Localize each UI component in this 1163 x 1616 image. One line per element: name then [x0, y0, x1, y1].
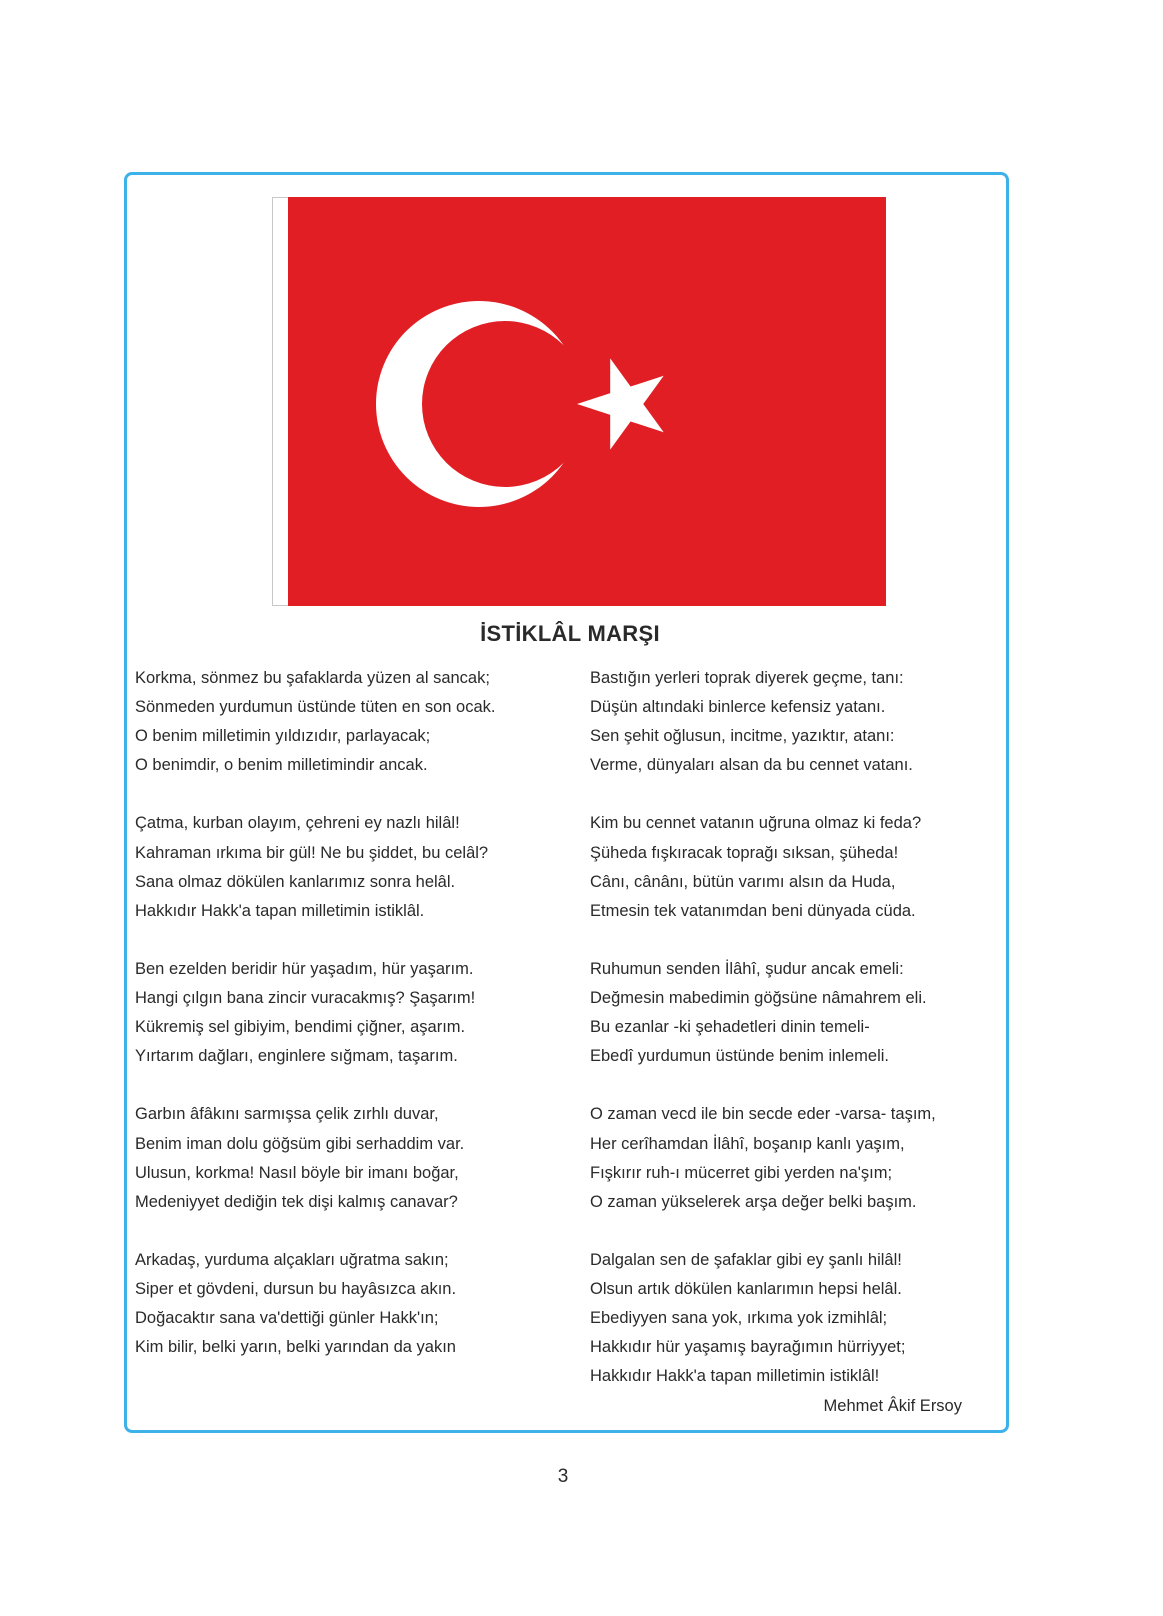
turkish-flag-image [272, 197, 886, 606]
poem-line: Ebedî yurdumun üstünde benim inlemeli. [590, 1047, 890, 1066]
stanza [590, 1100, 936, 1216]
poem-line: Ebediyyen sana yok, ırkıma yok izmihlâl; [590, 1309, 888, 1328]
poem-line: Siper et gövdeni, dursun bu hayâsızca akın. [135, 1279, 457, 1298]
poem-line: Her cerîhamdan İlâhî, boşanıp kanlı yaşım, [590, 1134, 905, 1153]
poem-line: Medeniyyet dediğin tek dişi kalmış canavar? [135, 1192, 458, 1211]
stanza [590, 955, 936, 1071]
poem-line: Kahraman ırkıma bir gül! Ne bu şiddet, bu celâl? [135, 843, 489, 862]
poem-line: O zaman yükselerek arşa değer belki başım. [590, 1192, 917, 1211]
poem-left-column [135, 664, 496, 1391]
poem-line: Sen şehit oğlusun, incitme, yazıktır, atanı: [590, 727, 895, 746]
stanza [590, 664, 936, 780]
poem-line: Hakkıdır Hakk'a tapan milletimin istiklâl! [590, 1367, 880, 1386]
stanza [135, 955, 496, 1071]
poem-line: Şüheda fışkıracak toprağı sıksan, şüheda! [590, 843, 899, 862]
stanza [135, 1100, 496, 1216]
poem-line: Sana olmaz dökülen kanlarımız sonra helâl. [135, 872, 456, 891]
poem-line: Sönmeden yurdumun üstünde tüten en son ocak. [135, 698, 496, 717]
poem-line: Cânı, cânânı, bütün varımı alsın da Huda, [590, 872, 896, 891]
poem-line: Yırtarım dağları, enginlere sığmam, taşarım. [135, 1047, 458, 1066]
poem-line: Değmesin mabedimin göğsüne nâmahrem eli. [590, 989, 927, 1008]
page-number: 3 [557, 1466, 569, 1487]
crescent-inner [422, 321, 588, 487]
poem-line: Bu ezanlar -ki şehadetleri dinin temeli- [590, 1018, 870, 1037]
poem-line: Kim bilir, belki yarın, belki yarından da yakın [135, 1338, 456, 1357]
poem-line: Doğacaktır sana va'dettiği günler Hakk'ın; [135, 1309, 439, 1328]
author-name: Mehmet Âkif Ersoy [823, 1397, 962, 1415]
stanza [135, 664, 496, 780]
poem-line: Bastığın yerleri toprak diyerek geçme, tanı: [590, 669, 904, 687]
poem-line: Hangi çılgın bana zincir vuracakmış? Şaşarım! [135, 989, 476, 1008]
stanza [590, 1246, 936, 1391]
poem-line: Korkma, sönmez bu şafaklarda yüzen al sancak; [135, 669, 490, 687]
poem-line: Olsun artık dökülen kanlarımın hepsi helâl. [590, 1279, 902, 1298]
poem-line: Dalgalan sen de şafaklar gibi ey şanlı hilâl! [590, 1250, 902, 1269]
poem-line: Kim bu cennet vatanın uğruna olmaz ki feda? [590, 814, 922, 833]
poem-line: Benim iman dolu göğsüm gibi serhaddim var. [135, 1134, 465, 1153]
poem-line: Çatma, kurban olayım, çehreni ey nazlı hilâl! [135, 814, 460, 833]
poem-line: Ben ezelden beridir hür yaşadım, hür yaşarım. [135, 959, 474, 978]
stanza [135, 809, 496, 925]
stanza [135, 1246, 496, 1362]
poem-line: O benim milletimin yıldızıdır, parlayacak; [135, 727, 431, 746]
poem-line: Düşün altındaki binlerce kefensiz yatanı. [590, 698, 886, 717]
poem-line: O zaman vecd ile bin secde eder -varsa- taşım, [590, 1105, 936, 1124]
poem-line: Hakkıdır Hakk'a tapan milletimin istiklâl. [135, 901, 425, 920]
poem-line: Ruhumun senden İlâhî, şudur ancak emeli: [590, 959, 904, 978]
poem-right-column [590, 664, 936, 1420]
poem-line: Fışkırır ruh-ı mücerret gibi yerden na'şım; [590, 1163, 893, 1182]
poem-line: Kükremiş sel gibiyim, bendimi çiğner, aşarım. [135, 1018, 466, 1037]
poem-line: Etmesin tek vatanımdan beni dünyada cüda. [590, 901, 916, 920]
poem-line: Garbın âfâkını sarmışsa çelik zırhlı duvar, [135, 1105, 439, 1124]
stanza [590, 809, 936, 925]
poem-line: Verme, dünyaları alsan da bu cennet vatanı. [590, 756, 913, 775]
poem-line: O benimdir, o benim milletimindir ancak. [135, 756, 428, 775]
poem-line: Ulusun, korkma! Nasıl böyle bir imanı boğar, [135, 1163, 459, 1182]
poem-line: Hakkıdır hür yaşamış bayrağımın hürriyyet; [590, 1338, 906, 1357]
poem-line: Arkadaş, yurduma alçakları uğratma sakın; [135, 1250, 449, 1269]
page-title: İSTİKLÂL MARŞI [480, 621, 660, 646]
